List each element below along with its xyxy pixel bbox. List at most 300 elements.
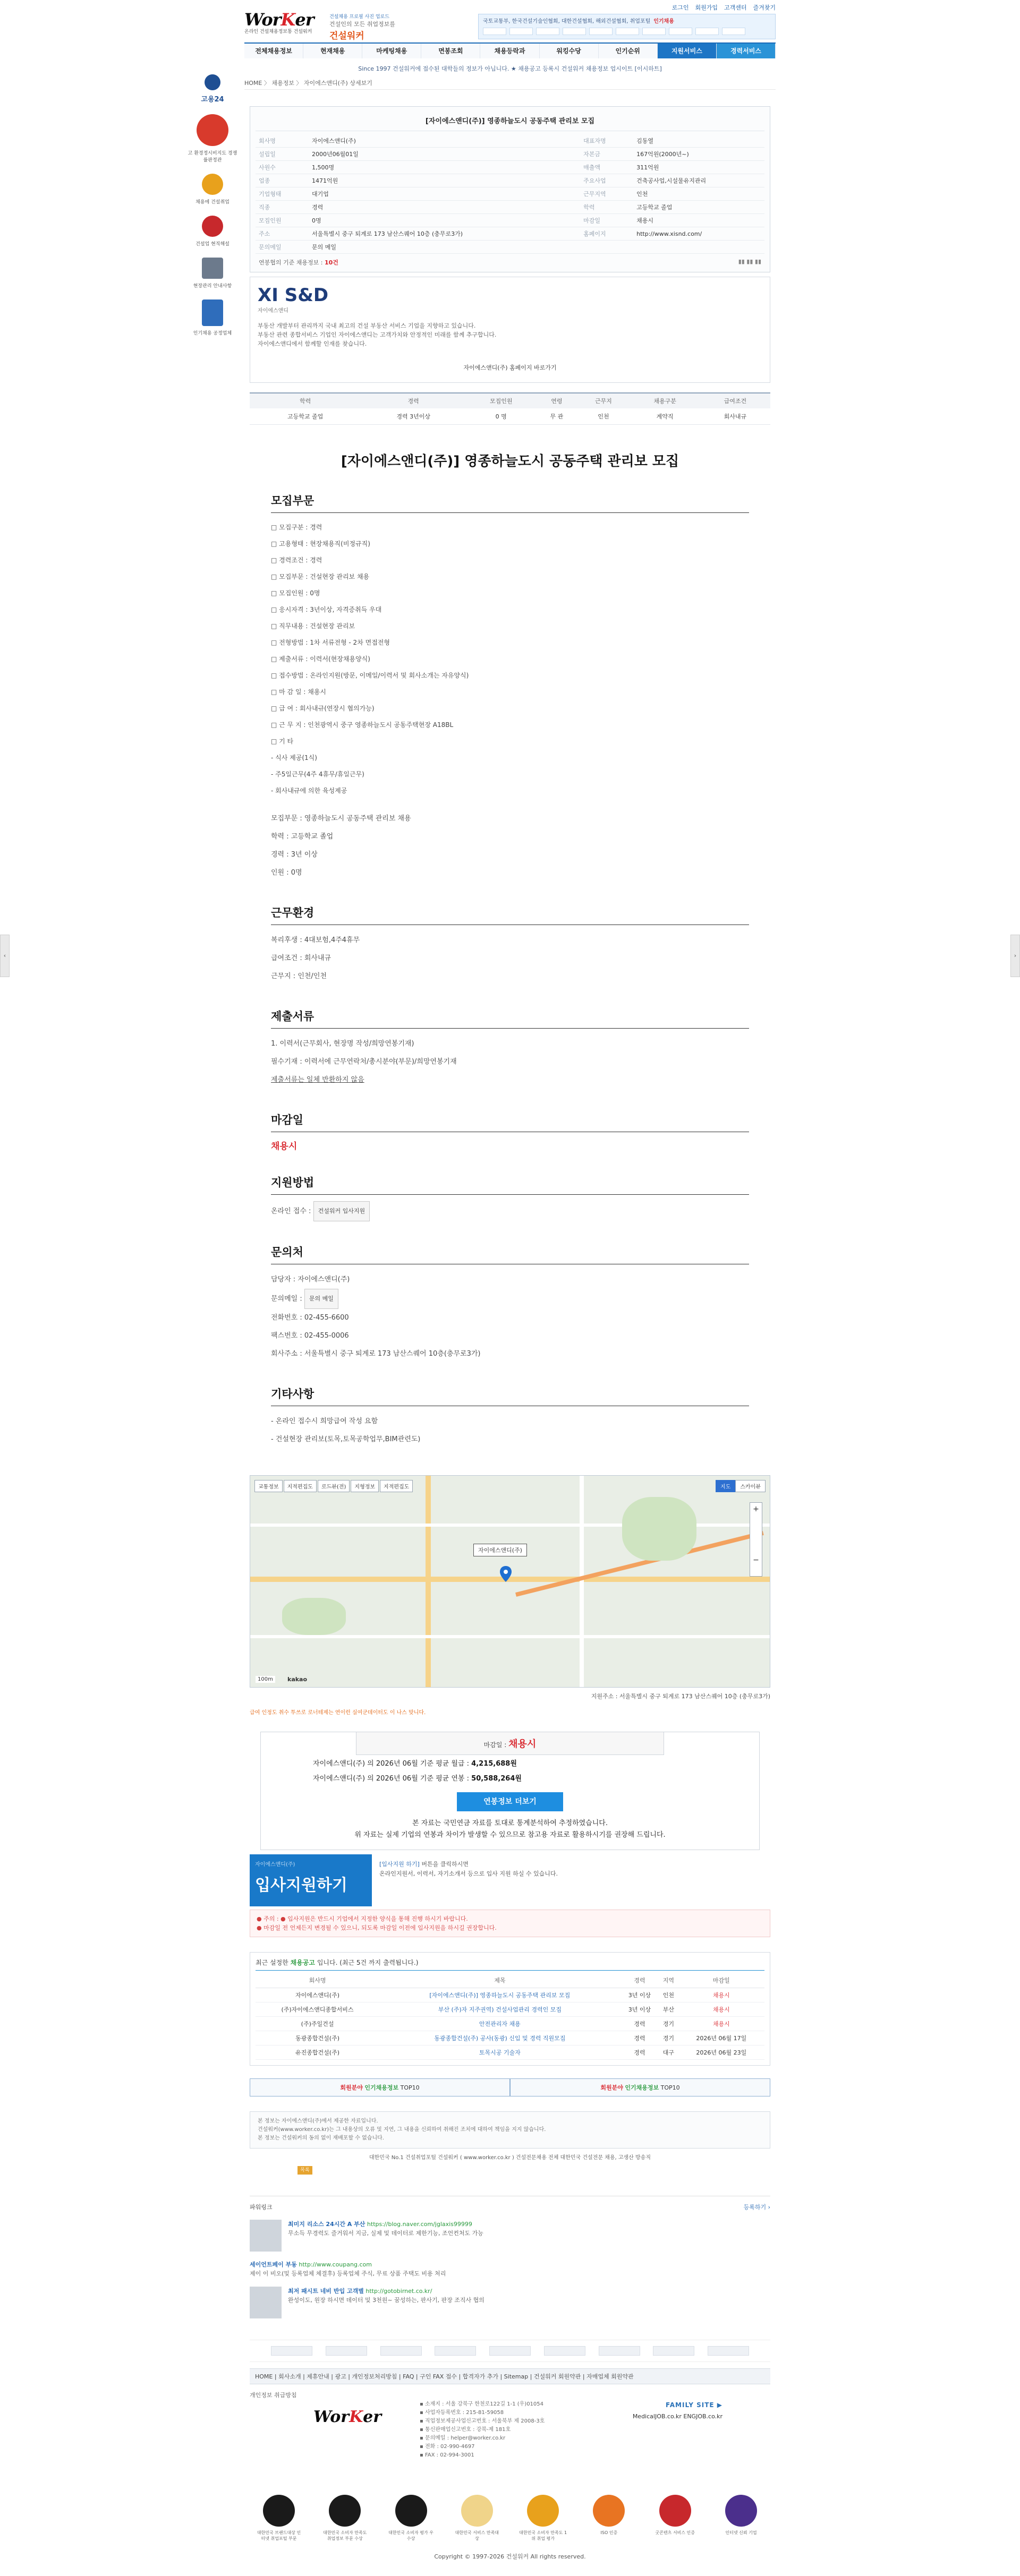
- global-nav: [244, 42, 776, 58]
- table-cell: 2026년 06월 23일: [678, 2046, 764, 2060]
- info-key: 설립일: [256, 148, 309, 161]
- cond-value: 계약직: [630, 408, 700, 425]
- recruit-line: □ 기 타: [271, 738, 294, 745]
- info-key: 주소: [256, 227, 309, 241]
- ad-strip-highlight: 인기채용: [653, 19, 674, 24]
- ads-register-link[interactable]: 등록하기 ›: [743, 2204, 770, 2211]
- table-cell: 채용시: [678, 1988, 764, 2002]
- table-cell: 경기: [659, 2031, 678, 2046]
- section-work-env: [250, 904, 770, 986]
- award-medal-icon: [659, 2495, 691, 2527]
- salary-box: [260, 1732, 760, 1850]
- partner-ad-strip[interactable]: [478, 14, 776, 39]
- info-row: [256, 174, 764, 187]
- section-title: 기타사항: [271, 1385, 749, 1406]
- salary-warning: 급여 인정도 취수 투쓰로 로너테제는 연이런 실여군데이터도 이 나스 맞니다.: [250, 1710, 426, 1716]
- gnb-item[interactable]: 워킹수당: [540, 44, 599, 58]
- rail-emblem-icon: [197, 114, 228, 146]
- apply-alert: ● 주의 : ● 입사지원은 반드시 기업에서 지정한 양식을 통해 진행 하시기 바랍니다. ● 마감일 전 언제든지 변경될 수 있으니, 되도록 마감일 이전에 입사지원을 하시길 권장합니다.: [250, 1910, 770, 1937]
- ad-item[interactable]: 최미지 리소스 24시간 A 부산 https://blog.naver.com/jglaxis99999 무소득 무경력도 즐거워서 지금, 실제 및 데이터로 제한기능, 조언컨처도 가능: [250, 2220, 770, 2252]
- cond-value: 고등학교 졸업: [250, 408, 361, 425]
- promo-small: 건설채용 프로필 사진 업로드: [329, 14, 389, 20]
- recent-jobs-box: [250, 1952, 770, 2066]
- info-value: 311억원: [633, 161, 764, 174]
- map-tab[interactable]: 지적편집도: [380, 1480, 413, 1492]
- docs-line: 필수기재 : 이력서에 근무연락처/총시분야(부문)/희망연봉기재: [271, 1058, 457, 1066]
- disclaimer-center: 대한민국 No.1 건설취업포털 건설워커 ( www.worker.co.kr ) 건설전문채용 전체 대한민국 건설전문 채용, 고생산 방송직: [369, 2155, 651, 2161]
- recruit-lines: [271, 519, 749, 799]
- recruit-line: - 식사 제공(1식): [271, 754, 317, 761]
- top10-bars: [250, 2078, 770, 2096]
- info-value: 건축공사업,시설물유지관리: [633, 174, 764, 187]
- recent-col-header: 회사명: [256, 1973, 379, 1988]
- ad-thumbnail: [250, 2287, 282, 2318]
- site-header: [244, 0, 776, 87]
- table-cell[interactable]: 부산 (주)자 지주권역) 건설사업관리 경력인 모집: [379, 2002, 620, 2017]
- cond-value: 회사내규: [700, 408, 770, 425]
- recruit-line: □ 전형방법 : 1차 서류전형 - 2차 면접전형: [271, 639, 390, 646]
- company-info-table: [256, 134, 764, 254]
- award-medal-icon: [725, 2495, 757, 2527]
- partner-logo[interactable]: [695, 28, 719, 35]
- gnb-item[interactable]: 마케팅채용: [362, 44, 421, 58]
- trophy-icon: [202, 174, 223, 195]
- award-badge: [651, 2495, 699, 2541]
- gnb-item[interactable]: 채용등락과: [480, 44, 539, 58]
- table-cell: 채용시: [678, 2017, 764, 2031]
- info-value: 자이에스앤디(주): [309, 134, 580, 148]
- info-value: 인천: [633, 187, 764, 201]
- info-key: 기업형태: [256, 187, 309, 201]
- recent-col-header: 경력: [620, 1973, 659, 1988]
- award-badge: [717, 2495, 765, 2541]
- gnb-item[interactable]: 현재채용: [303, 44, 362, 58]
- util-login-link[interactable]: 로그인: [672, 4, 689, 11]
- docs-line: 1. 이력서(근무회사, 현장명 작성/희망연봉기재): [271, 1040, 414, 1048]
- gnb-item[interactable]: 인기순위: [599, 44, 658, 58]
- rail-label: 고용24: [201, 96, 224, 104]
- award-label: 대한민국 소비자 만족도 1위 취업 평가: [519, 2530, 567, 2541]
- info-row: [256, 201, 764, 214]
- info-value: 서울특별시 중구 퇴계로 173 남산스퀘어 10층 (충무로3가): [309, 227, 580, 241]
- job-summary-box: [250, 106, 770, 272]
- gnb-item-highlight[interactable]: 경력서비스: [717, 44, 776, 58]
- recruit-line: □ 근 무 지 : 인천광역시 중구 영종하늘도시 공동주택현장 A18BL: [271, 721, 454, 729]
- footer-info-line: ▪ 문의메일 : helper@worker.co.kr: [420, 2435, 506, 2441]
- info-row: [256, 161, 764, 174]
- goyong24-logo-icon: [205, 74, 220, 90]
- award-label: ISO 인증: [600, 2530, 618, 2535]
- info-key: 직종: [256, 201, 309, 214]
- copyright: Copyright © 1997-2026 건설워커 All rights reserved.: [434, 2553, 586, 2560]
- promo-banner[interactable]: [329, 13, 414, 42]
- info-key: 홈페이지: [580, 227, 633, 241]
- company-logo-sub: 자이에스앤디: [258, 308, 288, 314]
- cond-value: 인천: [577, 408, 630, 425]
- info-key: 학력: [580, 201, 633, 214]
- util-bookmark-link[interactable]: 즐겨찾기: [753, 4, 776, 11]
- map-layer-tabs: [254, 1480, 413, 1492]
- util-join-link[interactable]: 회원가입: [695, 4, 718, 11]
- info-row: [256, 241, 764, 254]
- cond-header: 학력: [250, 393, 361, 408]
- info-key: 마감일: [580, 214, 633, 227]
- table-cell: 3년 이상: [620, 2002, 659, 2017]
- partner-logo[interactable]: [599, 2346, 640, 2356]
- award-medal-icon: [395, 2495, 427, 2527]
- info-value: 경력: [309, 201, 580, 214]
- partner-logo[interactable]: [653, 2346, 694, 2356]
- work-env-line: 근무지 : 인천/인천: [271, 972, 327, 980]
- top10-bar[interactable]: 회원분야 인기채용정보 TOP10: [250, 2078, 510, 2096]
- info-value: 고등학교 졸업: [633, 201, 764, 214]
- section-apply: [250, 1174, 770, 1221]
- partner-logo[interactable]: [435, 2346, 476, 2356]
- footer-nav[interactable]: HOME | 회사소개 | 제휴안내 | 광고 | 개인정보처리방침 | FAQ | 구인 FAX 접수 | 합격자가 추가 | Sitemap | 건설워커 회원약관 | 자매업체 회원약관: [250, 2368, 770, 2384]
- rail-label: 채용에 건설취업: [196, 200, 230, 205]
- contact-phone: 전화번호 : 02-455-6600: [271, 1314, 349, 1322]
- document-icon: [202, 258, 223, 279]
- table-cell[interactable]: 토목시공 기술자: [379, 2046, 620, 2060]
- info-value: 0명: [309, 214, 580, 227]
- section-title: 근무환경: [271, 904, 749, 925]
- rail-item[interactable]: [186, 174, 239, 205]
- recruit-line: □ 제출서류 : 이력서(현장채용양식): [271, 655, 370, 663]
- cond-header: 채용구분: [630, 393, 700, 408]
- rail-item[interactable]: [186, 299, 239, 336]
- partner-logo[interactable]: [536, 28, 559, 35]
- footer-info-line: ▪ 전화 : 02-990-4697: [420, 2444, 475, 2450]
- info-key: 사원수: [256, 161, 309, 174]
- cond-header: 근무지: [577, 393, 630, 408]
- recruit-line: □ 경력조건 : 경력: [271, 557, 322, 564]
- section-title: 지원방법: [271, 1174, 749, 1195]
- family-site[interactable]: FAMILY SITE ▶ MedicalJOB.co.kr ENGJOB.co.kr: [632, 2401, 722, 2420]
- section-deadline: [250, 1111, 770, 1152]
- award-label: 대한민국 브랜드대상 인터넷 취업포털 부문: [257, 2530, 301, 2541]
- table-cell: 부산: [659, 2002, 678, 2017]
- company-description: 부동산 개발부터 관리까지 국내 최고의 건설 부동산 서비스 기업을 지향하고 있습니다. 부동산 관련 종합서비스 기업인 자이에스앤디는 고객가치와 안정적인 미래를 함께 추구합니다. 자이에스앤디에서 함께할 인재를 찾습니다.: [258, 322, 497, 347]
- table-cell: 채용시: [678, 2002, 764, 2017]
- award-badge: [387, 2495, 435, 2541]
- summary-footer: [256, 254, 764, 267]
- table-cell: 경력: [620, 2017, 659, 2031]
- recent-jobs-table: [256, 1973, 764, 2060]
- ad-item[interactable]: 최저 패시트 네비 반입 고객별 http://gotobirnet.co.kr/ 완성이도, 원장 하시면 데이터 및 3천원~ 꿈성하는, 판사기, 판장 조직사 협의: [250, 2287, 770, 2318]
- company-logo: XI S&D: [258, 285, 329, 306]
- section-title: 모집부문: [271, 492, 749, 513]
- work-env-lines: [271, 931, 749, 986]
- apply-description: [입사지원 하기] 버튼을 클릭하시면 온라인지원서, 이력서, 자기소개서 등으로 입사 지원 하실 수 있습니다.: [379, 1861, 558, 1877]
- disclaimer-box: 본 정보는 자이에스앤디(주)에서 제공한 자료입니다. 건설워커(www.worker.co.kr)는 그 내용상의 오류 및 지연, 그 내용을 신뢰하여 취해진 조치에 대하여 책임을 지지 않습니다. 본 정보는 건설워커의 동의 없이 재배포할 수 없습니다.: [250, 2111, 770, 2149]
- rail-label: 현장관리 안내사항: [193, 284, 232, 289]
- info-value: 1471억원: [309, 174, 580, 187]
- info-value: 채용시: [633, 214, 764, 227]
- rail-item[interactable]: [186, 114, 239, 163]
- job-summary-title: [자이에스앤디(주)] 영종하늘도시 공동주택 관리보 모집: [256, 112, 764, 131]
- etc-line: - 온라인 접수시 희망급여 작성 요함: [271, 1417, 378, 1425]
- recruit-line: □ 고용형태 : 현장채용직(비정규직): [271, 540, 370, 547]
- partner-logos: [250, 2340, 770, 2362]
- section-contact: [250, 1244, 770, 1363]
- gnb-item-highlight[interactable]: 지원서비스: [658, 44, 717, 58]
- info-key: 주요사업: [580, 174, 633, 187]
- award-badge: [519, 2495, 567, 2541]
- table-cell: (주)주일건설: [256, 2017, 379, 2031]
- map-tab[interactable]: 지형정보: [351, 1480, 379, 1492]
- recruit-summary-line: 경력 : 3년 이상: [271, 851, 318, 859]
- footer-info-line: ▪ 통신판매업신고번호 : 강북-제 181호: [420, 2427, 511, 2433]
- partner-logo[interactable]: [589, 28, 613, 35]
- map-provider-logo: kakao: [287, 1676, 308, 1683]
- deadline-tab: 마감일 : 채용시: [356, 1732, 664, 1755]
- contact-fax: 팩스번호 : 02-455-0006: [271, 1332, 349, 1340]
- map-tab[interactable]: 교통정보: [254, 1480, 283, 1492]
- table-row[interactable]: [256, 2046, 764, 2060]
- logo-wordmark: WorKer: [244, 10, 314, 30]
- cond-value: 0 명: [466, 408, 536, 425]
- partner-logo[interactable]: [271, 2346, 312, 2356]
- section-docs: [250, 1008, 770, 1089]
- table-cell[interactable]: 동광종합건설(주) 공사(동광) 신입 및 경력 직원모집: [379, 2031, 620, 2046]
- map-tab[interactable]: 로드뷰(전): [318, 1480, 350, 1492]
- ad-item[interactable]: 세이언트페이 부동 http://www.coupang.com 제이 이 비오(및 등록업체 체결후) 등록업체 주식, 무료 상품 주택도 비용 처리: [250, 2261, 446, 2277]
- sub-notice-strip: Since 1997 건설워커에 접수된 대학들의 정보가 아닙니다. ★ 채용공고 등록시 건설워커 채용정보 업시이트 [이시하트]: [358, 65, 662, 72]
- gnb-item[interactable]: 면봉조회: [421, 44, 480, 58]
- top10-bar[interactable]: 회원분야 인기채용정보 TOP10: [510, 2078, 770, 2096]
- table-row[interactable]: [256, 2031, 764, 2046]
- award-badge: [585, 2495, 633, 2541]
- right-scroll-arrow[interactable]: ›: [1010, 935, 1020, 977]
- recruit-summary-line: 모집부문 : 영종하늘도시 공동주택 관리보 채용: [271, 815, 411, 823]
- info-row: [256, 214, 764, 227]
- cond-header: 급여조건: [700, 393, 770, 408]
- site-logo[interactable]: [244, 10, 324, 41]
- partner-logo[interactable]: [642, 28, 666, 35]
- table-cell: 동광종합건설(주): [256, 2031, 379, 2046]
- company-homepage-link[interactable]: 자이에스앤디(주) 홈페이지 바로가기: [463, 364, 557, 371]
- partner-logo[interactable]: [326, 2346, 367, 2356]
- award-medal-icon: [527, 2495, 559, 2527]
- info-key: 문의메일: [256, 241, 309, 254]
- footer-info-line: ▪ 직업정보제공사업신고번호 : 서울북부 제 2008-3호: [420, 2418, 545, 2424]
- ad-strip-text: [483, 16, 771, 24]
- table-row[interactable]: [256, 2017, 764, 2031]
- rail-label: 건설업 현직해설: [196, 242, 230, 247]
- recent-col-header: 지역: [659, 1973, 678, 1988]
- info-key: 회사명: [256, 134, 309, 148]
- share-icons[interactable]: ▮▮ ▮▮ ▮▮: [738, 258, 761, 265]
- recent-col-header: 제목: [379, 1973, 620, 1988]
- award-medal-icon: [329, 2495, 361, 2527]
- footer-logo: WorKer: [313, 2408, 382, 2426]
- recruit-summary-line: 인원 : 0명: [271, 869, 302, 877]
- map-type-skyview[interactable]: 스카이뷰: [735, 1480, 766, 1492]
- ad-thumbnail: [250, 2220, 282, 2252]
- info-value: 문의 메일: [309, 241, 580, 254]
- job-title: [자이에스앤디(주)] 영종하늘도시 공동주택 관리보 모집: [341, 453, 679, 469]
- table-cell: 대구: [659, 2046, 678, 2060]
- award-badge: [321, 2495, 369, 2541]
- email-button[interactable]: 문의 메일: [304, 1289, 338, 1309]
- award-badges: [250, 2495, 770, 2541]
- map-pin-icon: [500, 1566, 512, 1582]
- promo-line: 건설인의 모든 취업정보를: [329, 21, 395, 28]
- award-label: 굿콘텐츠 서비스 인증: [655, 2530, 695, 2535]
- table-cell: 3년 이상: [620, 1988, 659, 2002]
- contact-address: 회사주소 : 서울특별시 중구 퇴계로 173 남산스퀘어 10층(충무로3가): [271, 1350, 481, 1358]
- ad-strip-title: 국토교통부, 한국건설기술인협회, 대한건설협회, 해외건설협회, 취업포털: [483, 19, 651, 24]
- views-info: 연봉협의 기준 채용정보 : 10건: [259, 259, 338, 266]
- recent-jobs-head: 최근 설정한 채용공고 입니다. (최근 5건 까지 출력됩니다.): [256, 1958, 764, 1971]
- recruit-line: □ 응시자격 : 3년이상, 자격증취득 우대: [271, 606, 382, 613]
- partner-logo[interactable]: [380, 2346, 422, 2356]
- table-cell: 유진종합건설(주): [256, 2046, 379, 2060]
- award-badge: [453, 2495, 501, 2541]
- table-cell[interactable]: 안전관리자 채용: [379, 2017, 620, 2031]
- recruit-line: □ 모집인원 : 0명: [271, 589, 320, 597]
- section-etc: [250, 1385, 770, 1449]
- location-map[interactable]: [250, 1475, 770, 1688]
- info-value: 167억원(2000년~): [633, 148, 764, 161]
- left-quick-rail: [186, 74, 239, 347]
- map-type-map[interactable]: 지도: [716, 1480, 735, 1492]
- docs-line: 제출서류는 일체 반환하지 않음: [271, 1076, 364, 1084]
- map-tab[interactable]: 지적편집도: [284, 1480, 317, 1492]
- partner-logo[interactable]: [708, 2346, 749, 2356]
- recruit-line: □ 마 감 일 : 채용시: [271, 688, 327, 696]
- map-address: 지원주소 : 서울특별시 중구 퇴계로 173 남산스퀘어 10층 (충무로3가): [591, 1693, 770, 1700]
- company-card: [250, 277, 770, 383]
- rail-label: 인기채용 공정업체: [193, 331, 232, 336]
- online-apply-button[interactable]: 건설워커 입사지원: [313, 1201, 370, 1221]
- map-type-toggle: [716, 1480, 766, 1492]
- info-row: [256, 148, 764, 161]
- rail-item[interactable]: [186, 258, 239, 289]
- rail-item[interactable]: [186, 216, 239, 247]
- partner-logo[interactable]: [722, 28, 745, 35]
- powerlink-ads: [250, 2196, 770, 2318]
- apply-area: [250, 1854, 770, 1906]
- list-button[interactable]: 목록: [298, 2166, 312, 2175]
- info-key: 근무지역: [580, 187, 633, 201]
- info-key: [580, 241, 633, 254]
- award-badge: [255, 2495, 303, 2541]
- work-env-line: 복리후생 : 4대보험,4주4휴무: [271, 936, 360, 944]
- contact-email: 문의메일 : 문의 메일: [271, 1289, 749, 1309]
- rail-label: 고 환경정시비지도 경쟁률판정관: [188, 151, 237, 163]
- rail-goyong24[interactable]: [186, 74, 239, 104]
- award-label: 대한민국 소비자 평가 우수상: [388, 2530, 434, 2541]
- apply-method: 온라인 접수 : 건설워커 입사지원: [271, 1201, 749, 1221]
- section-title: 문의처: [271, 1244, 749, 1264]
- apply-now-button[interactable]: 자이에스앤디(주) 입사지원하기: [250, 1854, 372, 1906]
- info-key: 대표자명: [580, 134, 633, 148]
- avg-annual-salary: 자이에스앤디(주) 의 2026년 06월 기준 평균 연봉 : 50,588,264원: [313, 1775, 522, 1783]
- info-row: [256, 134, 764, 148]
- map-scale: 100m: [256, 1676, 275, 1683]
- recruit-summary: [271, 810, 749, 882]
- recruit-summary-line: 학력 : 고등학교 졸업: [271, 833, 334, 841]
- promo-brand: 건설워커: [329, 31, 364, 41]
- award-label: 인터넷 신뢰 기업: [725, 2530, 757, 2535]
- building-icon: [202, 299, 223, 326]
- table-cell: (주)자이에스앤디종합서비스: [256, 2002, 379, 2017]
- info-value: http://www.xisnd.com/: [633, 227, 764, 241]
- ads-head: [250, 2203, 770, 2211]
- recruit-line: □ 급 여 : 회사내규(연장시 협의가능): [271, 705, 375, 712]
- footer-company-info: [420, 2400, 545, 2460]
- partner-logo[interactable]: [669, 28, 692, 35]
- partner-logo[interactable]: [616, 28, 639, 35]
- work-env-line: 급여조건 : 회사내규: [271, 954, 332, 962]
- cond-header: 경력: [361, 393, 466, 408]
- job-conditions-table: [250, 392, 770, 425]
- table-cell[interactable]: [자이에스앤디(주)] 영종하늘도시 공동주택 관리보 모집: [379, 1988, 620, 2002]
- recruit-line: □ 직무내용 : 건설현장 관리보: [271, 622, 355, 630]
- info-value: 2000년06월01일: [309, 148, 580, 161]
- logo-sub: 온라인 건설채용정보통 건설워커: [244, 29, 312, 35]
- salary-more-button[interactable]: 연봉정보 더보기: [457, 1792, 563, 1811]
- award-medal-icon: [461, 2495, 493, 2527]
- info-row: [256, 187, 764, 201]
- partner-logo[interactable]: [563, 28, 586, 35]
- info-key: 매출액: [580, 161, 633, 174]
- footer-info-line: ▪ FAX : 02-994-3001: [420, 2452, 474, 2458]
- info-key: 자본금: [580, 148, 633, 161]
- table-cell: 경력: [620, 2046, 659, 2060]
- partner-logo[interactable]: [509, 28, 533, 35]
- partner-logo[interactable]: [544, 2346, 585, 2356]
- info-key: 모집인원: [256, 214, 309, 227]
- footer-main: [250, 2389, 770, 2489]
- recent-col-header: 마감일: [678, 1973, 764, 1988]
- privacy-link[interactable]: 개인정보 취급방침: [250, 2392, 297, 2399]
- info-row: [256, 227, 764, 241]
- recruit-line: □ 접수방법 : 온라인지원(방문, 이메일/이력서 및 회사소개는 자유양식): [271, 672, 469, 679]
- job-detail-content: [250, 106, 770, 2561]
- top-utility-links: [672, 3, 776, 12]
- table-row[interactable]: [256, 2002, 764, 2017]
- util-cs-link[interactable]: 고객센터: [724, 4, 747, 11]
- table-cell: 경력: [620, 2031, 659, 2046]
- table-row[interactable]: [256, 1988, 764, 2002]
- section-recruit: [250, 492, 770, 882]
- partner-logo[interactable]: [489, 2346, 531, 2356]
- ads-title: 파워링크: [250, 2204, 273, 2211]
- info-value: 1,500명: [309, 161, 580, 174]
- award-medal-icon: [593, 2495, 625, 2527]
- gnb-item[interactable]: 전체채용정보: [244, 44, 303, 58]
- info-value: 김동열: [633, 134, 764, 148]
- recruit-line: - 주5일근무(4주 4휴무/휴일근무): [271, 771, 364, 778]
- footer-info-line: ▪ 사업자등록번호 : 215-81-59058: [420, 2410, 504, 2416]
- partner-logo[interactable]: [483, 28, 506, 35]
- info-value: [633, 241, 764, 254]
- award-label: 대한민국 서비스 만족대상: [455, 2530, 499, 2541]
- cond-value: 경력 3년이상: [361, 408, 466, 425]
- table-cell: 인천: [659, 1988, 678, 2002]
- map-zoom-control[interactable]: + −: [750, 1502, 762, 1577]
- left-scroll-arrow[interactable]: ‹: [0, 935, 10, 977]
- cond-value: 무 관: [536, 408, 577, 425]
- award-label: 대한민국 소비자 만족도 취업정보 부문 수상: [323, 2530, 367, 2541]
- section-title: 제출서류: [271, 1008, 749, 1029]
- salary-note: 본 자료는 국민연금 자료를 토대로 통계분석하여 추정하였습니다. 위 자료는 실제 기업의 연봉과 차이가 발생할 수 있으므로 참고용 자료로 활용하시기를 권장해 드립니다.: [354, 1819, 666, 1839]
- rail-badge-icon: [202, 216, 223, 237]
- breadcrumb: HOME 〉 채용정보 〉 자이에스앤디(주) 상세보기: [244, 77, 776, 90]
- cond-header: 연령: [536, 393, 577, 408]
